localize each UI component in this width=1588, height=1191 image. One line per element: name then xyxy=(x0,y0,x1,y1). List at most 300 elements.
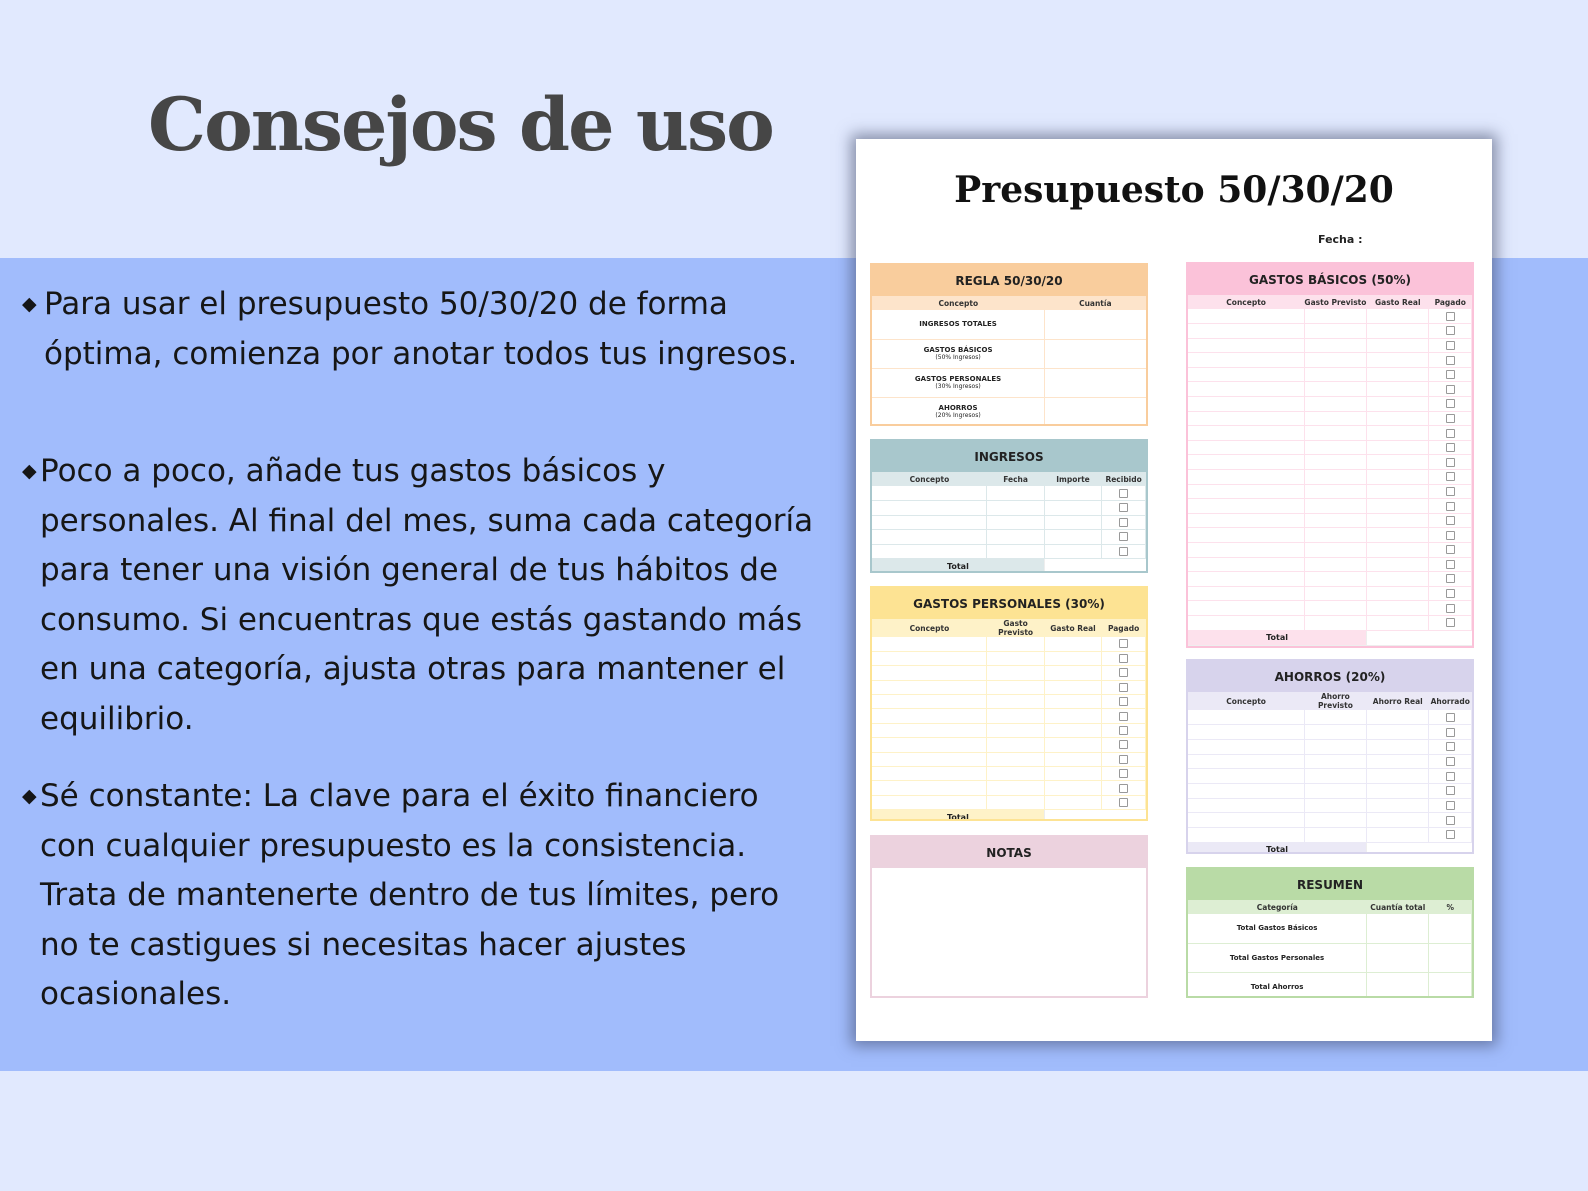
input-cell[interactable] xyxy=(1188,426,1304,441)
table-row xyxy=(1188,725,1472,740)
total-label: Total xyxy=(872,810,1044,821)
checkbox[interactable] xyxy=(1446,545,1455,554)
input-cell[interactable] xyxy=(872,767,987,781)
table-row xyxy=(1188,338,1472,353)
input-cell[interactable] xyxy=(1044,781,1101,795)
checkbox[interactable] xyxy=(1119,726,1128,735)
checkbox[interactable] xyxy=(1119,755,1128,764)
input-cell[interactable] xyxy=(1044,515,1101,530)
total-value[interactable] xyxy=(1367,630,1472,645)
checkbox-cell[interactable] xyxy=(1429,513,1472,528)
input-cell[interactable] xyxy=(1044,767,1101,781)
checkbox-cell[interactable] xyxy=(1429,557,1472,572)
checkbox-cell[interactable] xyxy=(1429,769,1472,784)
input-cell[interactable] xyxy=(1367,397,1429,412)
checkbox-cell[interactable] xyxy=(1429,710,1472,725)
table-row xyxy=(1188,484,1472,499)
table-row xyxy=(1188,769,1472,784)
checkbox[interactable] xyxy=(1446,830,1455,839)
checkbox-cell[interactable] xyxy=(1102,637,1146,651)
input-cell[interactable] xyxy=(1367,411,1429,426)
input-cell[interactable] xyxy=(987,723,1044,737)
input-cell[interactable] xyxy=(1304,426,1366,441)
checkbox-cell[interactable] xyxy=(1429,572,1472,587)
input-cell[interactable] xyxy=(1188,455,1304,470)
checkbox[interactable] xyxy=(1119,784,1128,793)
checkbox-cell[interactable] xyxy=(1102,752,1146,766)
input-cell[interactable] xyxy=(987,486,1044,501)
table-row xyxy=(1188,739,1472,754)
table-row xyxy=(1188,710,1472,725)
input-cell[interactable] xyxy=(987,795,1044,809)
input-cell[interactable] xyxy=(1367,528,1429,543)
checkbox-cell[interactable] xyxy=(1429,754,1472,769)
checkbox-cell[interactable] xyxy=(1429,484,1472,499)
checkbox-cell[interactable] xyxy=(1102,709,1146,723)
input-cell[interactable] xyxy=(872,501,987,516)
total-value[interactable] xyxy=(1044,810,1145,821)
input-cell[interactable] xyxy=(1304,557,1366,572)
input-cell[interactable] xyxy=(1188,499,1304,514)
checkbox[interactable] xyxy=(1446,370,1455,379)
total-value[interactable] xyxy=(1367,842,1472,854)
input-cell[interactable] xyxy=(1188,513,1304,528)
input-cell[interactable] xyxy=(1188,828,1304,843)
input-cell[interactable] xyxy=(1188,586,1304,601)
input-cell[interactable] xyxy=(1188,484,1304,499)
input-cell[interactable] xyxy=(987,637,1044,651)
input-cell[interactable] xyxy=(1367,338,1429,353)
checkbox-cell[interactable] xyxy=(1102,723,1146,737)
input-cell[interactable] xyxy=(987,781,1044,795)
table-row xyxy=(872,666,1146,680)
table-row xyxy=(872,680,1146,694)
checkbox[interactable] xyxy=(1446,516,1455,525)
checkbox-cell[interactable] xyxy=(1429,324,1472,339)
tip-text: Para usar el presupuesto 50/30/20 de forma óptima, comienza por anotar todos tus ingresos. xyxy=(44,286,798,372)
input-cell[interactable] xyxy=(987,530,1044,545)
input-cell[interactable] xyxy=(987,680,1044,694)
input-cell[interactable] xyxy=(1367,710,1429,725)
input-cell[interactable] xyxy=(872,651,987,665)
concepto-cell xyxy=(872,397,1045,426)
input-cell[interactable] xyxy=(1304,411,1366,426)
checkbox[interactable] xyxy=(1446,531,1455,540)
checkbox-cell[interactable] xyxy=(1429,601,1472,616)
ahorros-section xyxy=(1186,659,1474,854)
input-cell[interactable] xyxy=(872,530,987,545)
table-row xyxy=(1188,367,1472,382)
input-cell[interactable] xyxy=(1367,725,1429,740)
input-cell[interactable] xyxy=(872,723,987,737)
checkbox-cell[interactable] xyxy=(1429,543,1472,558)
checkbox[interactable] xyxy=(1446,385,1455,394)
input-cell[interactable] xyxy=(1367,813,1429,828)
input-cell[interactable] xyxy=(1304,798,1366,813)
input-cell[interactable] xyxy=(1304,353,1366,368)
checkbox-cell[interactable] xyxy=(1429,367,1472,382)
checkbox[interactable] xyxy=(1119,489,1128,498)
input-cell[interactable] xyxy=(1188,528,1304,543)
input-cell[interactable] xyxy=(1188,813,1304,828)
input-cell[interactable] xyxy=(872,795,987,809)
input-cell[interactable] xyxy=(1367,572,1429,587)
checkbox[interactable] xyxy=(1119,532,1128,541)
checkbox-cell[interactable] xyxy=(1102,651,1146,665)
input-cell[interactable] xyxy=(1304,470,1366,485)
checkbox-cell[interactable] xyxy=(1429,397,1472,412)
total-row xyxy=(872,810,1146,821)
checkbox[interactable] xyxy=(1119,740,1128,749)
checkbox[interactable] xyxy=(1446,502,1455,511)
input-cell[interactable] xyxy=(1188,615,1304,630)
input-cell[interactable] xyxy=(1188,411,1304,426)
table-row xyxy=(1188,426,1472,441)
table-row xyxy=(1188,440,1472,455)
cuantia-input[interactable] xyxy=(1045,339,1146,368)
checkbox[interactable] xyxy=(1119,697,1128,706)
table-row xyxy=(1188,470,1472,485)
input-cell[interactable] xyxy=(872,544,987,559)
input-cell[interactable] xyxy=(1367,615,1429,630)
input-cell[interactable] xyxy=(1367,798,1429,813)
checkbox-cell[interactable] xyxy=(1429,440,1472,455)
input-cell[interactable] xyxy=(1188,382,1304,397)
input-cell[interactable] xyxy=(872,709,987,723)
input-cell[interactable] xyxy=(1367,470,1429,485)
input-cell[interactable] xyxy=(1044,752,1101,766)
input-cell[interactable] xyxy=(1044,651,1101,665)
input-cell[interactable] xyxy=(987,501,1044,516)
checkbox-cell[interactable] xyxy=(1102,530,1146,545)
input-cell[interactable] xyxy=(1367,382,1429,397)
table-row xyxy=(872,515,1146,530)
checkbox-cell[interactable] xyxy=(1102,767,1146,781)
input-cell[interactable] xyxy=(1367,513,1429,528)
input-cell[interactable] xyxy=(1188,783,1304,798)
input-cell[interactable] xyxy=(1367,586,1429,601)
checkbox-cell[interactable] xyxy=(1429,783,1472,798)
checkbox[interactable] xyxy=(1446,618,1455,627)
checkbox[interactable] xyxy=(1446,458,1455,467)
input-cell[interactable] xyxy=(1304,528,1366,543)
column-header: Gasto Previsto xyxy=(1304,297,1367,307)
input-cell[interactable] xyxy=(1044,486,1101,501)
input-cell[interactable] xyxy=(1188,798,1304,813)
input-cell[interactable] xyxy=(1367,324,1429,339)
input-cell[interactable] xyxy=(1304,484,1366,499)
table-row xyxy=(1188,798,1472,813)
input-cell[interactable] xyxy=(1188,754,1304,769)
table-row xyxy=(1188,813,1472,828)
input-cell[interactable] xyxy=(1367,754,1429,769)
input-cell[interactable] xyxy=(872,486,987,501)
section-header: INGRESOS xyxy=(872,441,1146,472)
checkbox[interactable] xyxy=(1446,326,1455,335)
input-cell[interactable] xyxy=(1044,666,1101,680)
input-cell[interactable] xyxy=(1367,367,1429,382)
input-cell[interactable] xyxy=(1044,695,1101,709)
input-cell[interactable] xyxy=(1044,530,1101,545)
input-cell[interactable] xyxy=(1188,367,1304,382)
checkbox[interactable] xyxy=(1446,757,1455,766)
checkbox-cell[interactable] xyxy=(1102,680,1146,694)
input-cell[interactable] xyxy=(1188,309,1304,324)
checkbox[interactable] xyxy=(1119,547,1128,556)
checkbox[interactable] xyxy=(1446,816,1455,825)
checkbox-cell[interactable] xyxy=(1429,353,1472,368)
input-cell[interactable] xyxy=(1044,501,1101,516)
checkbox[interactable] xyxy=(1446,786,1455,795)
input-cell[interactable] xyxy=(1304,382,1366,397)
input-cell[interactable] xyxy=(1304,455,1366,470)
input-cell[interactable] xyxy=(1188,601,1304,616)
input-cell[interactable] xyxy=(1367,769,1429,784)
checkbox[interactable] xyxy=(1119,683,1128,692)
input-cell[interactable] xyxy=(1367,828,1429,843)
checkbox-cell[interactable] xyxy=(1429,499,1472,514)
column-header: Concepto xyxy=(1226,696,1266,706)
input-cell[interactable] xyxy=(987,666,1044,680)
table-row xyxy=(1188,615,1472,630)
checkbox-cell[interactable] xyxy=(1102,666,1146,680)
checkbox[interactable] xyxy=(1119,798,1128,807)
input-cell[interactable] xyxy=(1367,783,1429,798)
input-cell[interactable] xyxy=(872,695,987,709)
input-cell[interactable] xyxy=(1367,739,1429,754)
input-cell[interactable] xyxy=(872,515,987,530)
checkbox[interactable] xyxy=(1446,487,1455,496)
ingresos-section xyxy=(870,439,1148,573)
total-value[interactable] xyxy=(1044,559,1145,574)
input-cell[interactable] xyxy=(1367,543,1429,558)
checkbox[interactable] xyxy=(1446,312,1455,321)
checkbox[interactable] xyxy=(1446,472,1455,481)
checkbox-cell[interactable] xyxy=(1102,695,1146,709)
input-cell[interactable] xyxy=(1044,795,1101,809)
input-cell[interactable] xyxy=(1304,572,1366,587)
table-row xyxy=(1188,411,1472,426)
input-cell[interactable] xyxy=(1304,601,1366,616)
input-cell[interactable] xyxy=(872,637,987,651)
document-title: Presupuesto 50/30/20 xyxy=(954,169,1394,211)
checkbox-cell[interactable] xyxy=(1102,486,1146,501)
input-cell[interactable] xyxy=(1367,499,1429,514)
input-cell[interactable] xyxy=(1304,783,1366,798)
input-cell[interactable] xyxy=(872,680,987,694)
input-cell[interactable] xyxy=(1304,499,1366,514)
cuantia-cell[interactable] xyxy=(1367,914,1429,943)
checkbox[interactable] xyxy=(1446,772,1455,781)
checkbox[interactable] xyxy=(1446,399,1455,408)
input-cell[interactable] xyxy=(1367,557,1429,572)
input-cell[interactable] xyxy=(1367,426,1429,441)
checkbox[interactable] xyxy=(1119,769,1128,778)
diamond-bullet-icon: ◆ xyxy=(22,785,37,807)
checkbox-cell[interactable] xyxy=(1102,795,1146,809)
notes-area xyxy=(872,868,1146,996)
input-cell[interactable] xyxy=(872,752,987,766)
input-cell[interactable] xyxy=(987,767,1044,781)
checkbox[interactable] xyxy=(1119,503,1128,512)
concepto-label: AHORROS xyxy=(938,404,978,412)
input-cell[interactable] xyxy=(1188,769,1304,784)
checkbox[interactable] xyxy=(1446,742,1455,751)
checkbox-cell[interactable] xyxy=(1429,382,1472,397)
column-header: Cuantía total xyxy=(1370,902,1426,912)
input-cell[interactable] xyxy=(987,709,1044,723)
checkbox-cell[interactable] xyxy=(1102,515,1146,530)
cuantia-input[interactable] xyxy=(1045,368,1146,397)
input-cell[interactable] xyxy=(1367,455,1429,470)
input-cell[interactable] xyxy=(1304,725,1366,740)
checkbox[interactable] xyxy=(1446,341,1455,350)
input-cell[interactable] xyxy=(987,752,1044,766)
regla-table xyxy=(872,296,1146,426)
checkbox-cell[interactable] xyxy=(1102,501,1146,516)
percent-cell[interactable] xyxy=(1429,943,1472,972)
table-row xyxy=(872,486,1146,501)
table-row xyxy=(1188,353,1472,368)
checkbox[interactable] xyxy=(1446,356,1455,365)
tip-2 xyxy=(22,447,822,744)
input-cell[interactable] xyxy=(872,781,987,795)
input-cell[interactable] xyxy=(872,666,987,680)
input-cell[interactable] xyxy=(1044,544,1101,559)
checkbox[interactable] xyxy=(1446,589,1455,598)
categoria-cell: Total Ahorros xyxy=(1188,972,1367,998)
table-row xyxy=(872,695,1146,709)
input-cell[interactable] xyxy=(1188,739,1304,754)
checkbox-cell[interactable] xyxy=(1429,813,1472,828)
input-cell[interactable] xyxy=(1304,440,1366,455)
input-cell[interactable] xyxy=(1188,470,1304,485)
checkbox[interactable] xyxy=(1119,712,1128,721)
input-cell[interactable] xyxy=(1188,543,1304,558)
percent-cell[interactable] xyxy=(1429,972,1472,998)
input-cell[interactable] xyxy=(1188,572,1304,587)
checkbox[interactable] xyxy=(1446,801,1455,810)
input-cell[interactable] xyxy=(1304,710,1366,725)
checkbox[interactable] xyxy=(1119,518,1128,527)
input-cell[interactable] xyxy=(1304,309,1366,324)
input-cell[interactable] xyxy=(872,738,987,752)
input-cell[interactable] xyxy=(1044,680,1101,694)
input-cell[interactable] xyxy=(1304,338,1366,353)
checkbox[interactable] xyxy=(1119,639,1128,648)
input-cell[interactable] xyxy=(1188,557,1304,572)
input-cell[interactable] xyxy=(1367,353,1429,368)
checkbox-cell[interactable] xyxy=(1102,544,1146,559)
checkbox-cell[interactable] xyxy=(1429,338,1472,353)
input-cell[interactable] xyxy=(1367,309,1429,324)
checkbox-cell[interactable] xyxy=(1429,725,1472,740)
total-row xyxy=(1188,630,1472,645)
input-cell[interactable] xyxy=(987,651,1044,665)
input-cell[interactable] xyxy=(987,738,1044,752)
cuantia-input[interactable] xyxy=(1045,310,1146,339)
checkbox[interactable] xyxy=(1446,429,1455,438)
checkbox-cell[interactable] xyxy=(1429,309,1472,324)
checkbox[interactable] xyxy=(1119,654,1128,663)
checkbox[interactable] xyxy=(1446,728,1455,737)
input-cell[interactable] xyxy=(1304,813,1366,828)
table-row xyxy=(1188,324,1472,339)
input-cell[interactable] xyxy=(1188,440,1304,455)
cuantia-cell[interactable] xyxy=(1367,943,1429,972)
checkbox[interactable] xyxy=(1446,574,1455,583)
input-cell[interactable] xyxy=(1304,769,1366,784)
input-cell[interactable] xyxy=(1304,543,1366,558)
checkbox[interactable] xyxy=(1446,443,1455,452)
input-cell[interactable] xyxy=(1188,397,1304,412)
input-cell[interactable] xyxy=(1304,739,1366,754)
tip-text: Poco a poco, añade tus gastos básicos y personales. Al final del mes, suma cada categoría para tener una visión general de tus hábitos de consumo. Si encuentras que estás gastando más en una categoría, ajusta otras para mantener el equilibrio. xyxy=(40,453,814,737)
input-cell[interactable] xyxy=(1367,484,1429,499)
input-cell[interactable] xyxy=(1304,513,1366,528)
checkbox-cell[interactable] xyxy=(1429,615,1472,630)
input-cell[interactable] xyxy=(1044,709,1101,723)
input-cell[interactable] xyxy=(1304,615,1366,630)
checkbox-cell[interactable] xyxy=(1429,798,1472,813)
checkbox-cell[interactable] xyxy=(1429,528,1472,543)
checkbox-cell[interactable] xyxy=(1102,781,1146,795)
table-row xyxy=(1188,397,1472,412)
checkbox-cell[interactable] xyxy=(1429,470,1472,485)
input-cell[interactable] xyxy=(1188,338,1304,353)
cuantia-cell[interactable] xyxy=(1367,972,1429,998)
input-cell[interactable] xyxy=(1304,324,1366,339)
input-cell[interactable] xyxy=(1304,828,1366,843)
checkbox[interactable] xyxy=(1119,668,1128,677)
input-cell[interactable] xyxy=(987,544,1044,559)
input-cell[interactable] xyxy=(1188,725,1304,740)
input-cell[interactable] xyxy=(1044,738,1101,752)
checkbox[interactable] xyxy=(1446,713,1455,722)
checkbox[interactable] xyxy=(1446,560,1455,569)
input-cell[interactable] xyxy=(1044,637,1101,651)
input-cell[interactable] xyxy=(1304,367,1366,382)
input-cell[interactable] xyxy=(1367,440,1429,455)
input-cell[interactable] xyxy=(987,515,1044,530)
checkbox-cell[interactable] xyxy=(1429,411,1472,426)
input-cell[interactable] xyxy=(1304,586,1366,601)
input-cell[interactable] xyxy=(1188,710,1304,725)
percent-cell[interactable] xyxy=(1429,914,1472,943)
input-cell[interactable] xyxy=(1044,723,1101,737)
checkbox-cell[interactable] xyxy=(1102,738,1146,752)
checkbox-cell[interactable] xyxy=(1429,586,1472,601)
resumen-row xyxy=(1188,914,1472,943)
checkbox-cell[interactable] xyxy=(1429,455,1472,470)
input-cell[interactable] xyxy=(1188,324,1304,339)
input-cell[interactable] xyxy=(1304,754,1366,769)
input-cell[interactable] xyxy=(1367,601,1429,616)
checkbox[interactable] xyxy=(1446,414,1455,423)
gastos-basicos-section xyxy=(1186,262,1474,648)
input-cell[interactable] xyxy=(1188,353,1304,368)
column-header: Concepto xyxy=(1226,297,1266,307)
ahorros-table xyxy=(1188,692,1472,854)
checkbox-cell[interactable] xyxy=(1429,426,1472,441)
input-cell[interactable] xyxy=(1304,397,1366,412)
regla-row xyxy=(872,368,1146,397)
checkbox-cell[interactable] xyxy=(1429,828,1472,843)
input-cell[interactable] xyxy=(987,695,1044,709)
checkbox[interactable] xyxy=(1446,604,1455,613)
cuantia-input[interactable] xyxy=(1045,397,1146,426)
checkbox-cell[interactable] xyxy=(1429,739,1472,754)
